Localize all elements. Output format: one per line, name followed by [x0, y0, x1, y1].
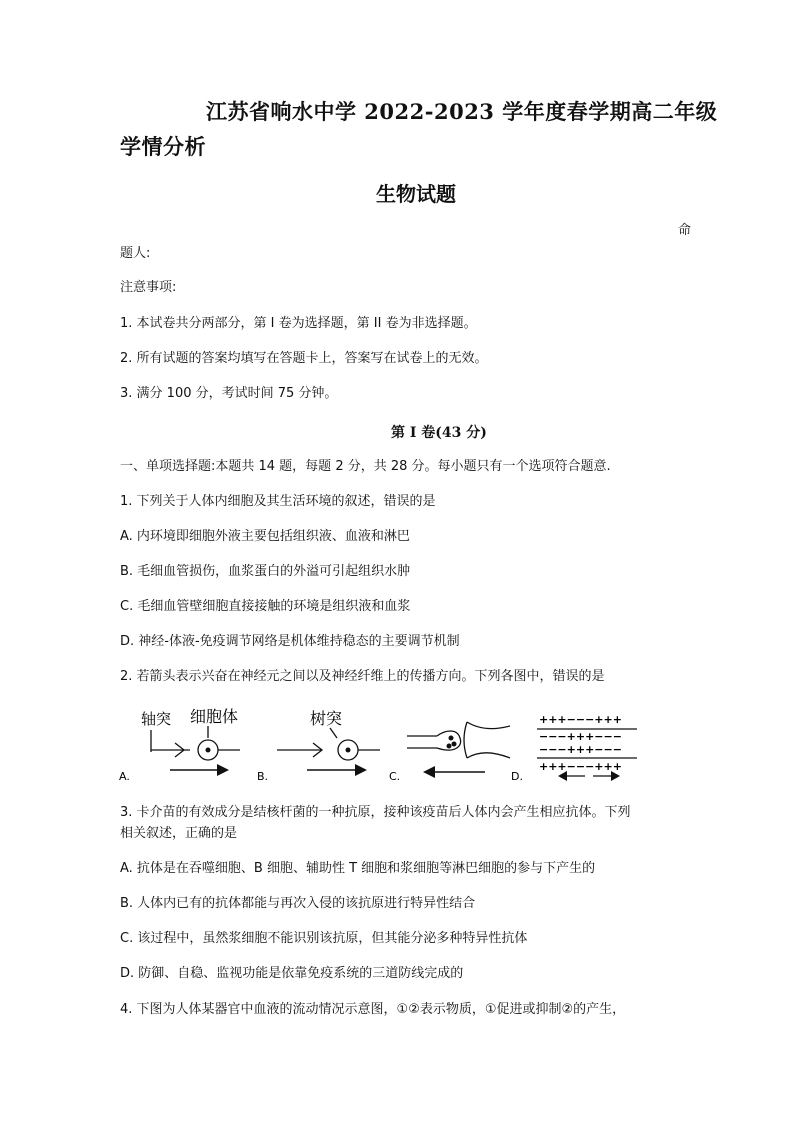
question-1-option-c: C. 毛细血管壁细胞直接接触的环境是组织液和血浆 [120, 599, 411, 614]
exam-title-line1: 江苏省响水中学 2022-2023 学年度春学期高二年级 [206, 99, 718, 124]
question-3-option-b: B. 人体内已有的抗体都能与再次入侵的该抗原进行特异性结合 [120, 896, 476, 911]
charge-row-4: +++−−−+++ [539, 760, 622, 773]
question-2-stem: 2. 若箭头表示兴奋在神经元之间以及神经纤维上的传播方向。下列各图中，错误的是 [120, 669, 605, 684]
diagram-label-c: C. [389, 770, 401, 783]
diagram-d [511, 713, 637, 783]
question-3-stem-line1: 3. 卡介苗的有效成分是结核杆菌的一种抗原，接种该疫苗后人体内会产生相应抗体。下列 [120, 805, 631, 820]
question-1-option-d: D. 神经-体液-免疫调节网络是机体维持稳态的主要调节机制 [120, 634, 460, 649]
author-label-part1: 命 [678, 223, 692, 238]
charge-row-1: +++−−−+++ [539, 713, 622, 726]
charge-row-3: −−−+++−−− [539, 743, 622, 756]
question-1-stem: 1. 下列关于人体内细胞及其生活环境的叙述，错误的是 [120, 494, 436, 509]
dendrite-label-b: 树突 [310, 709, 343, 728]
author-label-part2: 题人: [120, 246, 151, 261]
diagram-label-a: A. [119, 770, 130, 783]
note-item: 2. 所有试题的答案均填写在答题卡上，答案写在试卷上的无效。 [120, 351, 488, 366]
diagram-label-d: D. [511, 770, 523, 783]
part1-title: 第 I 卷(43 分) [391, 425, 487, 441]
question-4-stem: 4. 下图为人体某器官中血液的流动情况示意图，①②表示物质，①促进或抑制②的产生， [120, 1002, 626, 1017]
note-item: 3. 满分 100 分，考试时间 75 分钟。 [120, 386, 338, 401]
question-3-stem-line2: 相关叙述，正确的是 [120, 826, 238, 841]
question-3-option-d: D. 防御、自稳、监视功能是依靠免疫系统的三道防线完成的 [120, 966, 464, 981]
question-3-option-a: A. 抗体是在吞噬细胞、B 细胞、辅助性 T 细胞和浆细胞等淋巴细胞的参与下产生的 [120, 861, 596, 876]
cell-body-label-a: 细胞体 [190, 707, 239, 726]
part1-instructions: 一、单项选择题:本题共 14 题，每题 2 分，共 28 分。每小题只有一个选项符合题意. [120, 459, 611, 474]
note-item: 1. 本试卷共分两部分，第 I 卷为选择题，第 II 卷为非选择题。 [120, 316, 477, 331]
question-3-option-c: C. 该过程中，虽然浆细胞不能识别该抗原，但其能分泌多种特异性抗体 [120, 931, 528, 946]
question-2-figure [115, 700, 655, 790]
exam-subtitle: 生物试题 [376, 182, 456, 206]
neuron-diagrams [115, 700, 655, 790]
diagram-a [119, 707, 240, 783]
diagram-b [257, 709, 380, 783]
charge-row-2: −−−+++−−− [539, 730, 622, 743]
diagram-c [389, 722, 510, 783]
axon-label-a: 轴突 [141, 710, 172, 728]
question-1-option-b: B. 毛细血管损伤，血浆蛋白的外溢可引起组织水肿 [120, 564, 411, 579]
diagram-label-b: B. [257, 770, 269, 783]
notes-heading: 注意事项: [120, 280, 177, 295]
exam-title-line2: 学情分析 [120, 134, 206, 159]
question-1-option-a: A. 内环境即细胞外液主要包括组织液、血液和淋巴 [120, 529, 410, 544]
